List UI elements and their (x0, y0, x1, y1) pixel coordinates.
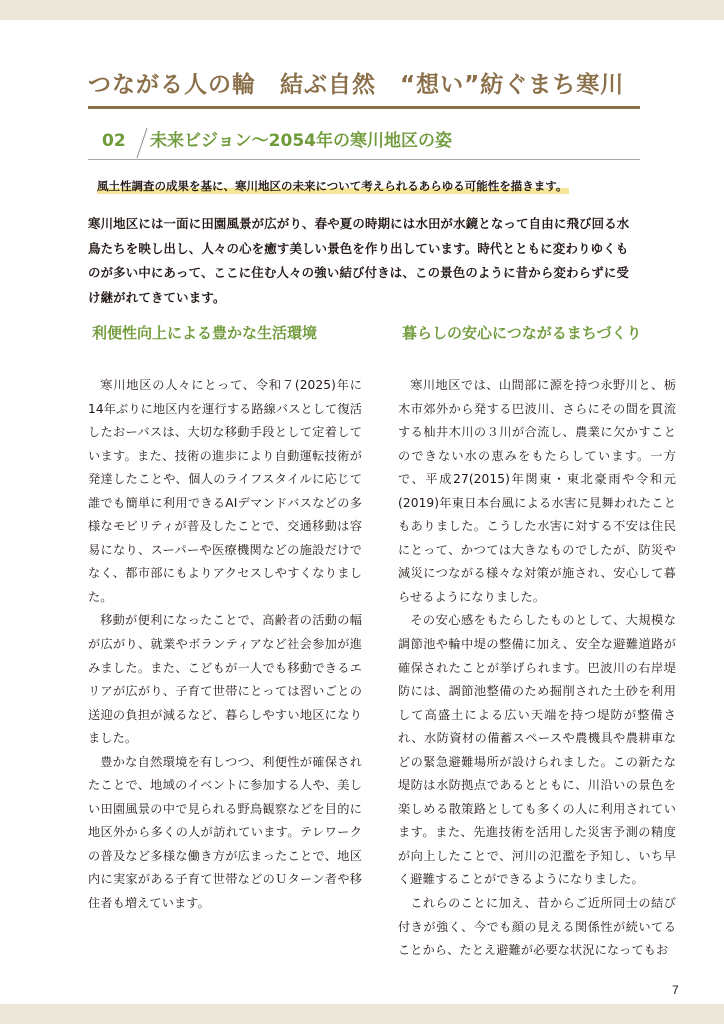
bottom-band (0, 1004, 724, 1024)
left-column (88, 322, 362, 911)
right-column-heading: 暮らしの安心につながるまちづくり (402, 324, 642, 342)
left-paragraph-2: 移動が便利になったことで、高齢者の活動の幅が広がり、就業やボランティアなど社会参加が進みました。また、こどもが一人でも移動できるエリアが広がり、子育て世帯にとっては習いごとの送迎の負担が減るなど、暮らしやすい地区になりました。 (88, 613, 362, 746)
right-column-body (398, 374, 676, 963)
section-header (88, 124, 640, 160)
section-title: 未来ビジョン～2054年の寒川地区の姿 (150, 131, 452, 151)
section-divider (88, 159, 640, 160)
right-paragraph-1: 寒川地区では、山間部に源を持つ永野川と、栃木市郊外から発する巴波川、さらにその間を貫流する杣井木川の３川が合流し、農業に欠かすことのできない水の恵みをもたらしています。一方で、平成27(2015)年関東・東北豪雨や令和元(2019)年東日本台風による水害に見舞われたこともありました。こうした水害に対する不安は住民にとって、かつては大きなものでしたが、防災や減災につながる様々な対策が施され、安心して暮らせるようになりました。 (398, 378, 676, 604)
section-number: 02 (102, 131, 126, 151)
left-column-heading: 利便性向上による豊かな生活環境 (92, 324, 318, 342)
title-divider (88, 106, 640, 109)
right-column (398, 322, 676, 958)
lead-text: 風土性調査の成果を基に、寒川地区の未来について考えられるあらゆる可能性を描きます。 (97, 179, 568, 193)
right-paragraph-3: これらのことに加え、昔からご近所同士の結び付きが強く、今でも顔の見える関係性が続いてることから、たとえ避難が必要な状況になってもお (398, 896, 676, 958)
intro-paragraph: 寒川地区には一面に田園風景が広がり、春や夏の時期には水田が水鏡となって自由に飛び回る水鳥たちを映し出し、人々の心を癒す美しい景色を作り出しています。時代とともに変わりゆくものが多い中にあって、ここに住む人々の強い結び付きは、この景色のように昔から変わらずに受け継がれてきています。 (88, 216, 630, 305)
left-paragraph-3: 豊かな自然環境を有しつつ、利便性が確保されたことで、地域のイベントに参加する人や、美しい田園風景の中で見られる野鳥観察などを目的に地区外から多くの人が訪れています。テレワークの普及など多様な働き方が広まったことで、地区内に実家がある子育て世帯などのＵターン者や移住者も増えています。 (88, 754, 362, 911)
page-number: 7 (672, 983, 679, 997)
left-column-body (88, 374, 362, 916)
page-title: つながる人の輪 結ぶ自然 “想い”紡ぐまち寒川 (88, 72, 625, 98)
left-paragraph-1: 寒川地区の人々にとって、令和７(2025)年に14年ぶりに地区内を運行する路線バスとして復活したおーバスは、大切な移動手段として定着しています。また、技術の進歩により自動運転技術が発達したことや、個人のライフスタイルに応じて誰でも簡単に利用できるAIデマンドバスなどの多様なモビリティが普及したことで、交通移動は容易になり、スーパーや医療機関などの施設だけでなく、都市部にもよりアクセスしやすくなりました。 (88, 378, 362, 604)
right-paragraph-2: その安心感をもたらしたものとして、大規模な調節池や輪中堤の整備に加え、安全な避難道路が確保されたことが挙げられます。巴波川の右岸堤防には、調節池整備のため掘削された土砂を利用して高盛土による広い天端を持つ堤防が整備され、水防資材の備蓄スペースや農機具や農耕車などの緊急避難場所が設けられました。この新たな堤防は水防拠点であるとともに、川沿いの景色を楽しめる散策路としても多くの人に利用されています。また、先進技術を活用した災害予測の精度が向上したことで、河川の氾濫を予知し、いち早く避難することができるようになりました。 (398, 613, 676, 887)
top-band (0, 0, 724, 20)
